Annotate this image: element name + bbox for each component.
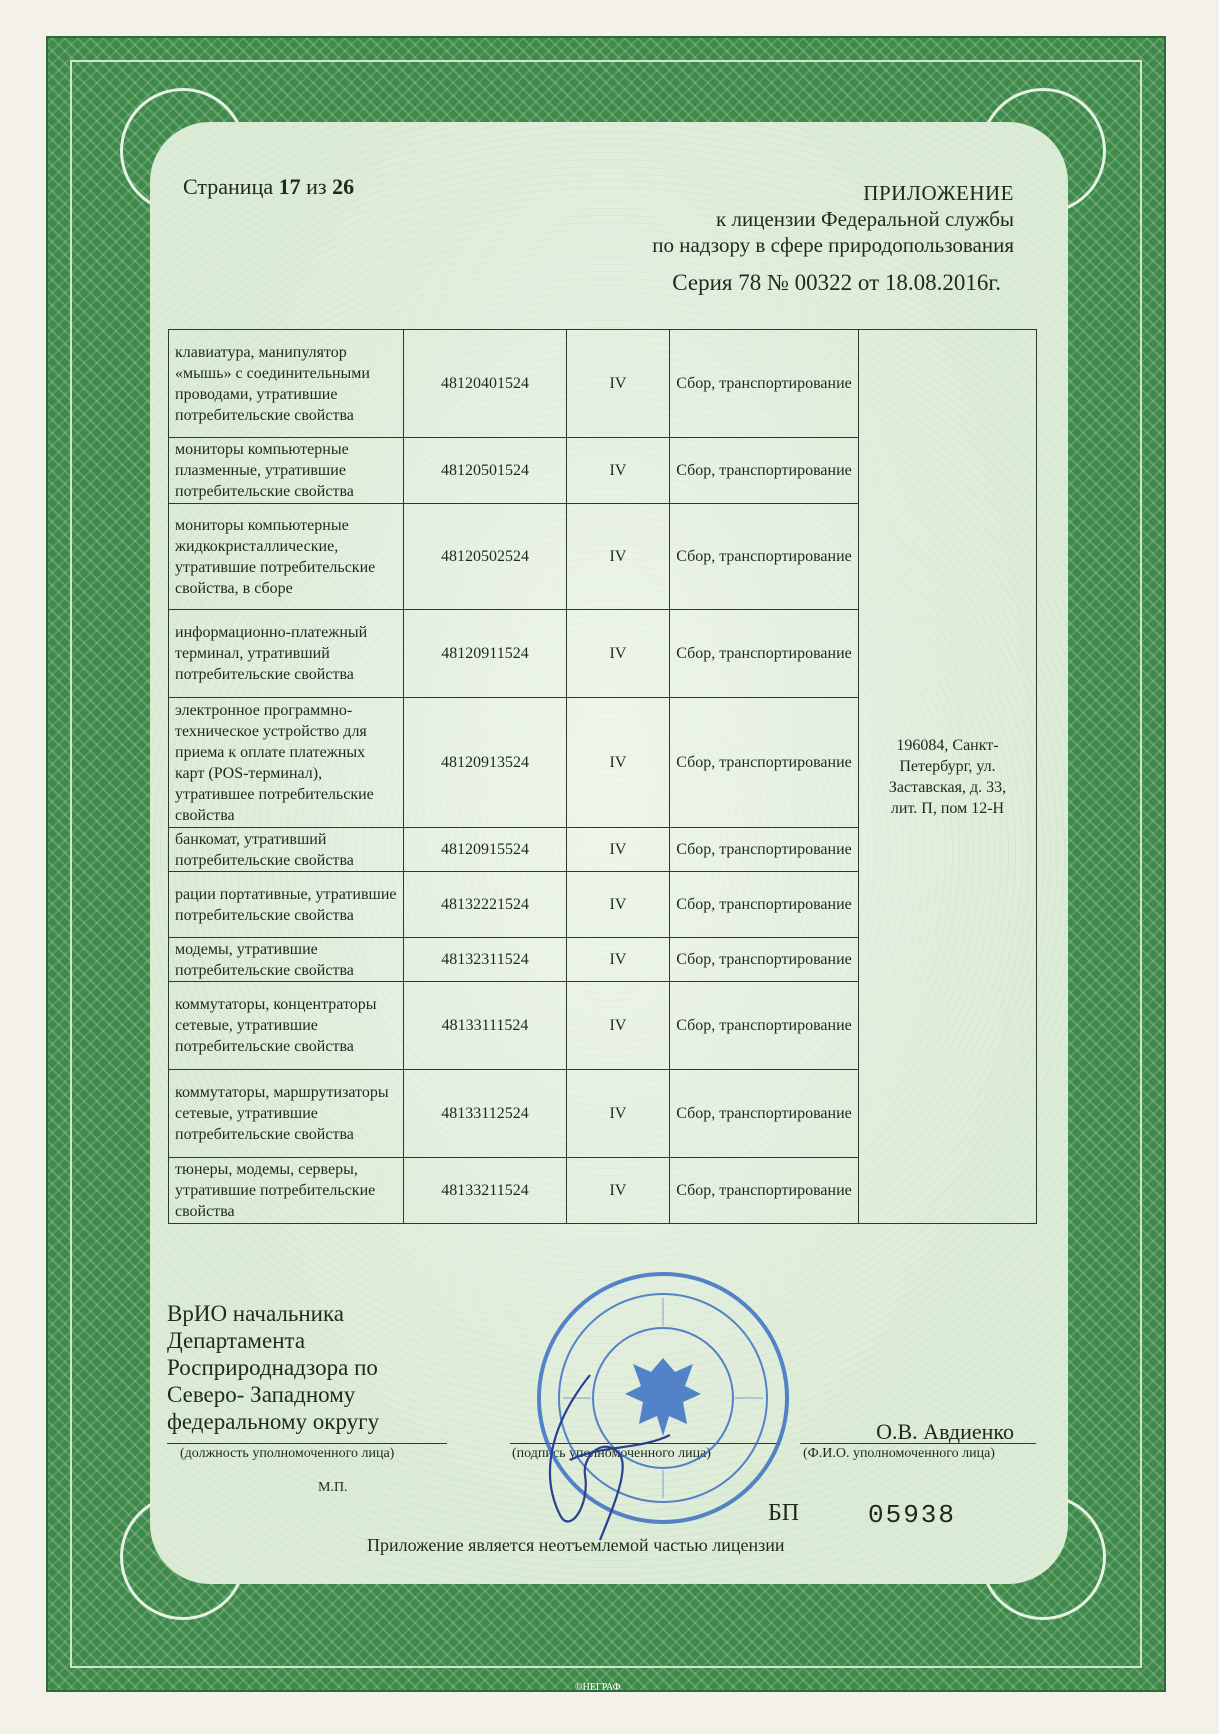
position-underline	[167, 1443, 447, 1444]
activity-type-cell: Сбор, транспортирование	[670, 1070, 859, 1158]
page-total: 26	[332, 174, 355, 199]
activity-type-cell: Сбор, транспортирование	[670, 982, 859, 1070]
activity-type-cell: Сбор, транспортирование	[670, 872, 859, 938]
fkko-code-cell: 48120501524	[404, 438, 567, 504]
waste-name-cell: рации портативные, утратившие потребительские свойства	[169, 872, 404, 938]
table-row	[169, 330, 1037, 438]
appendix-line-2: по надзору в сфере природопользования	[652, 233, 1014, 257]
caption-signature: (подпись уполномоченного лица)	[512, 1446, 711, 1461]
waste-name-cell: мониторы компьютерные жидкокристаллические, утратившие потребительские свойства, в сборе	[169, 504, 404, 610]
fkko-code-cell: 48120913524	[404, 698, 567, 828]
waste-name-cell: коммутаторы, концентраторы сетевые, утратившие потребительские свойства	[169, 982, 404, 1070]
page-number	[183, 174, 354, 200]
address-cell	[859, 330, 1037, 1224]
fkko-code-cell: 48132311524	[404, 938, 567, 982]
activity-type-cell: Сбор, транспортирование	[670, 610, 859, 698]
waste-name-cell: электронное программно-техническое устройство для приема к оплате платежных карт (POS-терминал), утратившее потребительские свойства	[169, 698, 404, 828]
waste-name-cell: тюнеры, модемы, серверы, утратившие потребительские свойства	[169, 1158, 404, 1224]
appendix-header	[652, 180, 1014, 258]
appendix-line-1: к лицензии Федеральной службы	[716, 207, 1014, 231]
license-series: Серия 78 № 00322 от 18.08.2016г.	[672, 270, 1001, 295]
hazard-class-cell: IV	[567, 1070, 670, 1158]
waste-name-cell: модемы, утратившие потребительские свойства	[169, 938, 404, 982]
hazard-class-cell: IV	[567, 828, 670, 872]
hazard-class-cell: IV	[567, 504, 670, 610]
blank-number: 05938	[868, 1500, 957, 1530]
seal-place-mark: М.П.	[318, 1480, 348, 1495]
handwritten-signature	[530, 1365, 680, 1545]
hazard-class-cell: IV	[567, 1158, 670, 1224]
fkko-code-cell: 48133211524	[404, 1158, 567, 1224]
caption-name: (Ф.И.О. уполномоченного лица)	[803, 1446, 995, 1461]
appendix-footer: Приложение является неотъемлемой частью лицензии	[367, 1535, 785, 1555]
signer-position	[167, 1300, 412, 1435]
waste-table	[168, 329, 1037, 1224]
activity-address: 196084, Санкт-Петербург, ул. Заставская, д. 33, лит. П, пом 12-Н	[888, 736, 1007, 817]
activity-type-cell: Сбор, транспортирование	[670, 504, 859, 610]
printer-mark: ©НЕГРАФ	[575, 1682, 621, 1693]
hazard-class-cell: IV	[567, 610, 670, 698]
activity-type-cell: Сбор, транспортирование	[670, 330, 859, 438]
hazard-class-cell: IV	[567, 698, 670, 828]
signer-name: О.В. Авдиенко	[876, 1419, 1014, 1444]
page-of: из	[306, 174, 327, 199]
waste-name-cell: банкомат, утративший потребительские свойства	[169, 828, 404, 872]
waste-name-cell: клавиатура, манипулятор «мышь» с соединительными проводами, утратившие потребительские свойства	[169, 330, 404, 438]
hazard-class-cell: IV	[567, 982, 670, 1070]
fkko-code-cell: 48133111524	[404, 982, 567, 1070]
fkko-code-cell: 48133112524	[404, 1070, 567, 1158]
hazard-class-cell: IV	[567, 330, 670, 438]
activity-type-cell: Сбор, транспортирование	[670, 1158, 859, 1224]
fkko-code-cell: 48120911524	[404, 610, 567, 698]
activity-type-cell: Сбор, транспортирование	[670, 828, 859, 872]
waste-name-cell: мониторы компьютерные плазменные, утратившие потребительские свойства	[169, 438, 404, 504]
fkko-code-cell: 48132221524	[404, 872, 567, 938]
caption-position: (должность уполномоченного лица)	[180, 1446, 395, 1461]
blank-prefix: БП	[768, 1500, 800, 1526]
page-current: 17	[278, 174, 301, 199]
waste-name-cell: коммутаторы, маршрутизаторы сетевые, утратившие потребительские свойства	[169, 1070, 404, 1158]
hazard-class-cell: IV	[567, 938, 670, 982]
activity-type-cell: Сбор, транспортирование	[670, 938, 859, 982]
activity-type-cell: Сбор, транспортирование	[670, 698, 859, 828]
fkko-code-cell: 48120915524	[404, 828, 567, 872]
signer-position-text: ВрИО начальника Департамента Росприроднадзора по Северо- Западному федеральному округу	[167, 1301, 380, 1434]
appendix-title: ПРИЛОЖЕНИЕ	[863, 181, 1014, 205]
hazard-class-cell: IV	[567, 872, 670, 938]
fkko-code-cell: 48120502524	[404, 504, 567, 610]
hazard-class-cell: IV	[567, 438, 670, 504]
activity-type-cell: Сбор, транспортирование	[670, 438, 859, 504]
waste-name-cell: информационно-платежный терминал, утративший потребительские свойства	[169, 610, 404, 698]
page-label: Страница	[183, 174, 274, 199]
fkko-code-cell: 48120401524	[404, 330, 567, 438]
